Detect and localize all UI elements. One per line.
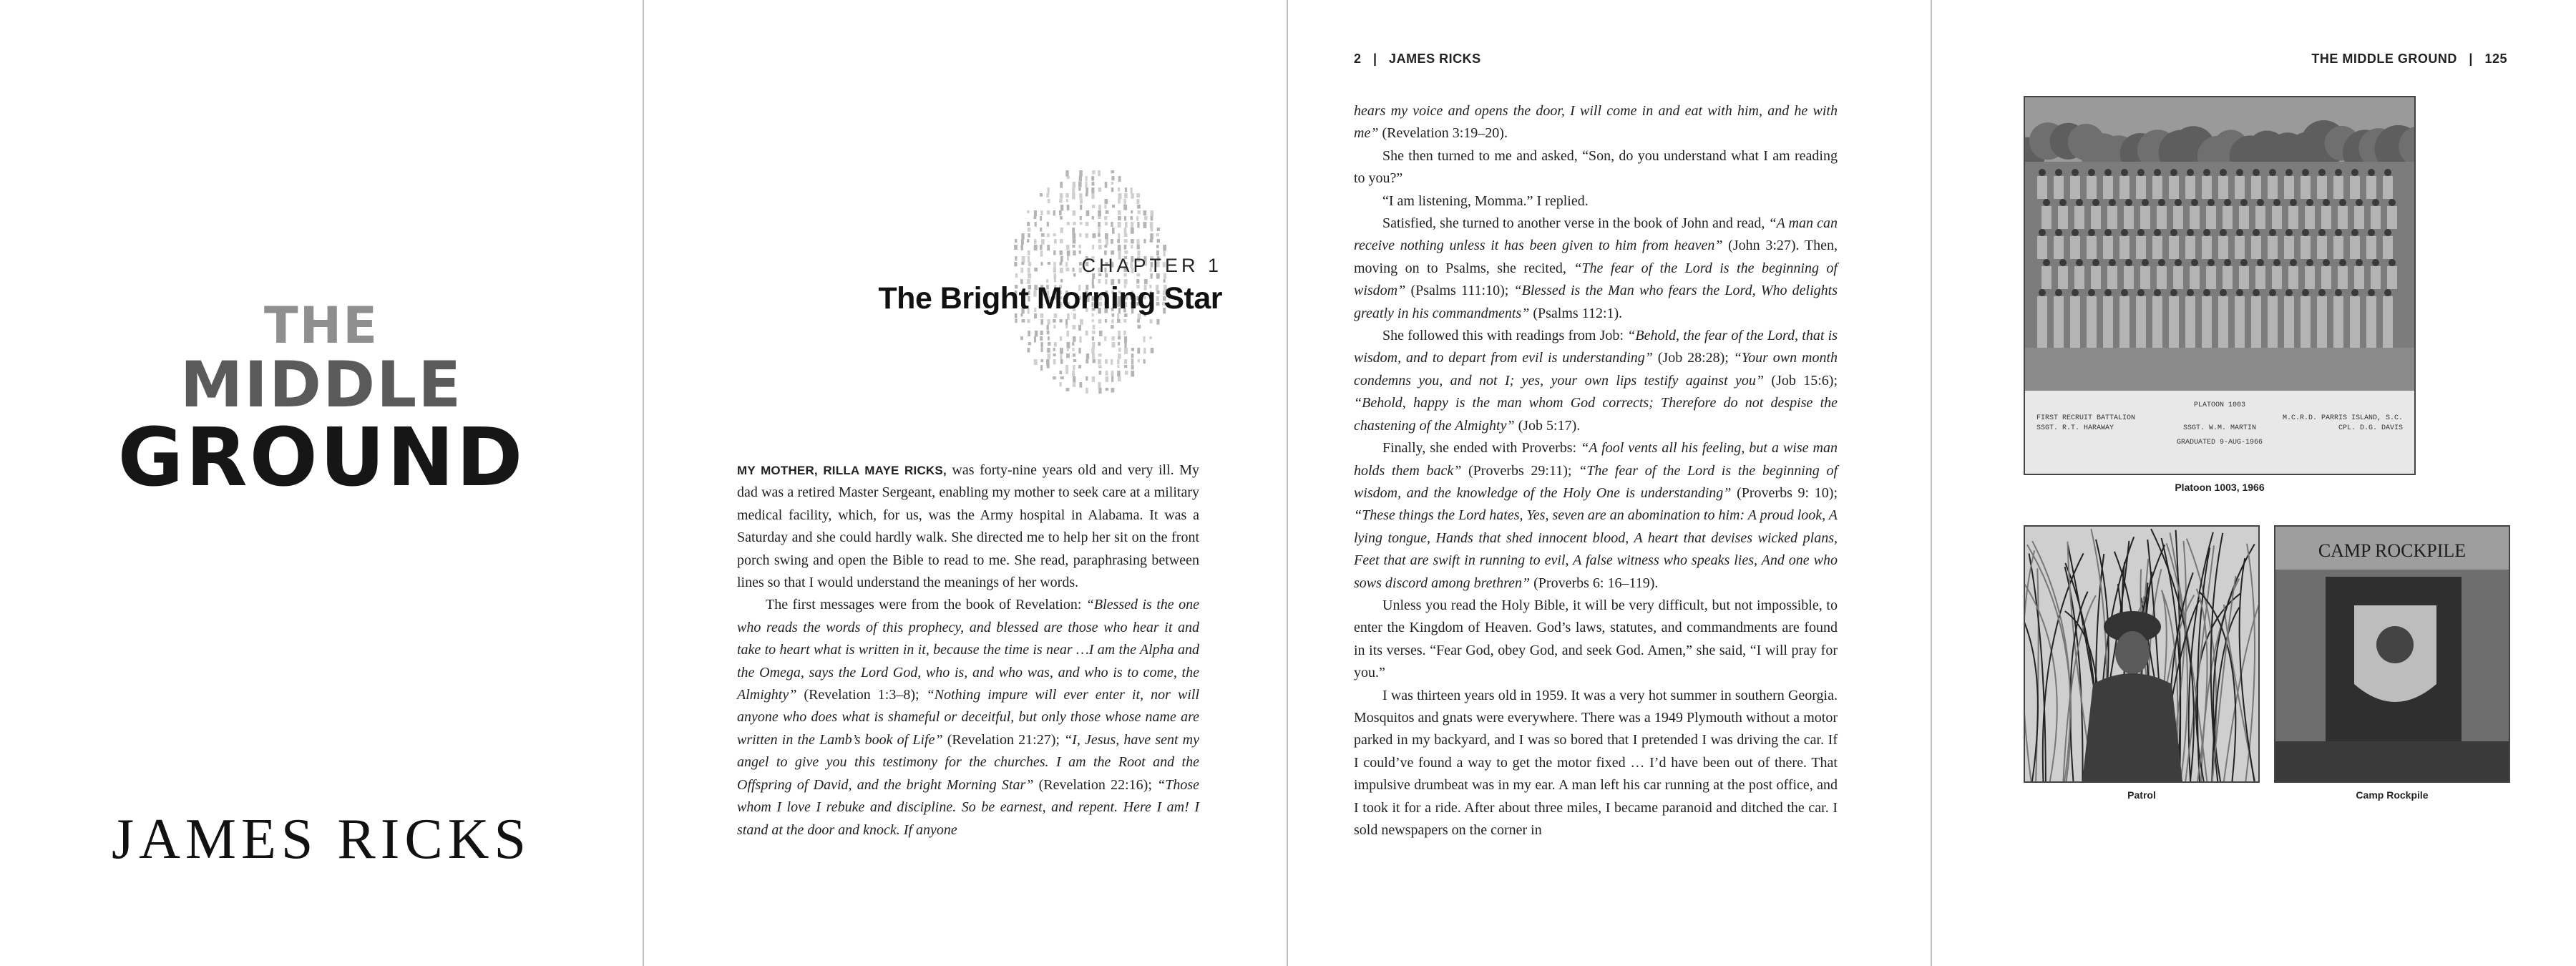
paragraph: hears my voice and opens the door, I will come in and eat with him, and he with me” (Revelation 3:19–20).	[1354, 103, 1838, 142]
cover-page	[0, 0, 643, 966]
running-head: THE MIDDLE GROUND | 125	[2311, 52, 2507, 66]
battalion-label: FIRST RECRUIT BATTALION	[2036, 414, 2136, 422]
paragraph: She followed this with readings from Job: “Behold, the fear of the Lord, that is wisdom, and to depart from evil is understanding” (Job 28:28); “Your own month condemns you, and not I; yes, your own lips testify against you” (Job 15:6); “Behold, happy is the man whom God corrects; Therefore do not despise the chastening of the Almighty” (Job 5:17).	[1354, 328, 1838, 434]
drill-instructor-center: SSGT. W.M. MARTIN	[2182, 424, 2257, 432]
title-line-2: MIDDLE	[180, 348, 463, 421]
patrol-photo	[2024, 525, 2260, 783]
chapter-label: CHAPTER 1	[1081, 255, 1222, 276]
camp-rockpile-photo	[2274, 525, 2510, 783]
chapter-body-text	[737, 459, 1199, 841]
chapter-title: The Bright Morning Star	[878, 281, 1222, 316]
platoon-photo	[2024, 96, 2416, 475]
paragraph: I was thirteen years old in 1959. It was a very hot summer in southern Georgia. Mosquitos and gnats were everywhere. There was a 1949 Plymouth without a motor parked in my backyard, and I was so bored that I pretended I was driving the car. If I could’ve found a way to get the motor fixed … I’d have been out of there. That impulsive drumbeat was in my ear. A man left his car running at the post office, and I took it for a ride. After about three miles, I became paranoid and ditched the car. I sold newspapers on the corner in	[1354, 687, 1838, 838]
photo-page	[1932, 0, 2575, 966]
paragraph: The first messages were from the book of Revelation: “Blessed is the one who reads the words of this prophecy, and blessed are those who hear it and take to heart what is written in it, because the time is near …I am the Alpha and the Omega, says the Lord God, who is, and who was, and who is to come, the Almighty” (Revelation 1:3–8); “Nothing impure will ever enter it, nor will anyone who does what is shameful or deceitful, but only those whose name are written in the Lamb’s book of Life” (Revelation 21:27); “I, Jesus, have sent my angel to give you this testimony for the churches. I am the Root and the Offspring of David, and the bright Morning Star” (Revelation 22:16); “Those whom I love I rebuke and discipline. So be earnest, and repent. Here I am! I stand at the door and knock. If anyone	[737, 597, 1200, 838]
drill-instructor-right: CPL. D.G. DAVIS	[2338, 424, 2403, 432]
paragraph: She then turned to me and asked, “Son, do you understand what I am reading to you?”	[1354, 147, 1838, 187]
chapter-opener-page	[644, 0, 1287, 966]
chapter-ornament	[1005, 165, 1170, 394]
drill-instructor-left: SSGT. R.T. HARAWAY	[2036, 424, 2114, 432]
location-label: M.C.R.D. PARRIS ISLAND, S.C.	[2282, 414, 2403, 422]
title-line-3: GROUND	[117, 411, 525, 504]
book-title	[0, 296, 643, 504]
title-line-1: THE	[263, 296, 379, 355]
graduation-date: GRADUATED 9-AUG-1966	[2176, 439, 2263, 447]
page-body-text	[1354, 100, 1838, 841]
photo-caption: Camp Rockpile	[2356, 789, 2429, 801]
sign-text: CAMP ROCKPILE	[2318, 540, 2467, 561]
paragraph: “I am listening, Momma.” I replied.	[1382, 192, 1589, 209]
paragraph: MY MOTHER, RILLA MAYE RICKS, was forty-nine years old and very ill. My dad was a retired Master Sergeant, enabling my mother to seek care at a military medical facility, which, for us, was the Army hospital in Alabama. It was a Saturday and she could hardly walk. She directed me to help her sit on the front porch swing and open the Bible to read to me. She read, paraphrasing between lines so that I would understand the meanings of her words.	[737, 462, 1199, 591]
running-head: 2 | JAMES RICKS	[1354, 52, 1481, 66]
platoon-number-label: PLATOON 1003	[2193, 401, 2246, 409]
author-name: JAMES RICKS	[111, 808, 532, 871]
photo-caption: Patrol	[2127, 789, 2156, 801]
photo-caption: Platoon 1003, 1966	[2175, 482, 2265, 493]
paragraph: Satisfied, she turned to another verse in the book of John and read, “A man can receive nothing unless it has been given to him from heaven” (John 3:27). Then, moving on to Psalms, she recited, “The fear of the Lord is the beginning of wisdom” (Psalms 111:10); “Blessed is the Man who fears the Lord, Who delights greatly in his commandments” (Psalms 112:1).	[1354, 215, 1838, 321]
text-page	[1288, 0, 1931, 966]
paragraph: Finally, she ended with Proverbs: “A fool vents all his feeling, but a wise man holds them back” (Proverbs 29:11); “The fear of the Lord is the beginning of wisdom, and the knowledge of the Holy One is understanding” (Proverbs 9: 10); “These things the Lord hates, Yes, seven are an abomination to him: A proud look, A lying tongue, Hands that shed innocent blood, A heart that devises wicked plans, Feet that are swift in running to evil, A false witness who speaks lies, And one who sows discord among brethren” (Proverbs 6: 16–119).	[1354, 440, 1838, 591]
paragraph: Unless you read the Holy Bible, it will be very difficult, but not impossible, to enter the Kingdom of Heaven. God’s laws, statutes, and commandments are found in its verses. “Fear God, obey God, and seek God. Amen,” she said, “I will pray for you.”	[1354, 597, 1838, 681]
lead-in: MY MOTHER, RILLA MAYE RICKS,	[737, 464, 947, 477]
